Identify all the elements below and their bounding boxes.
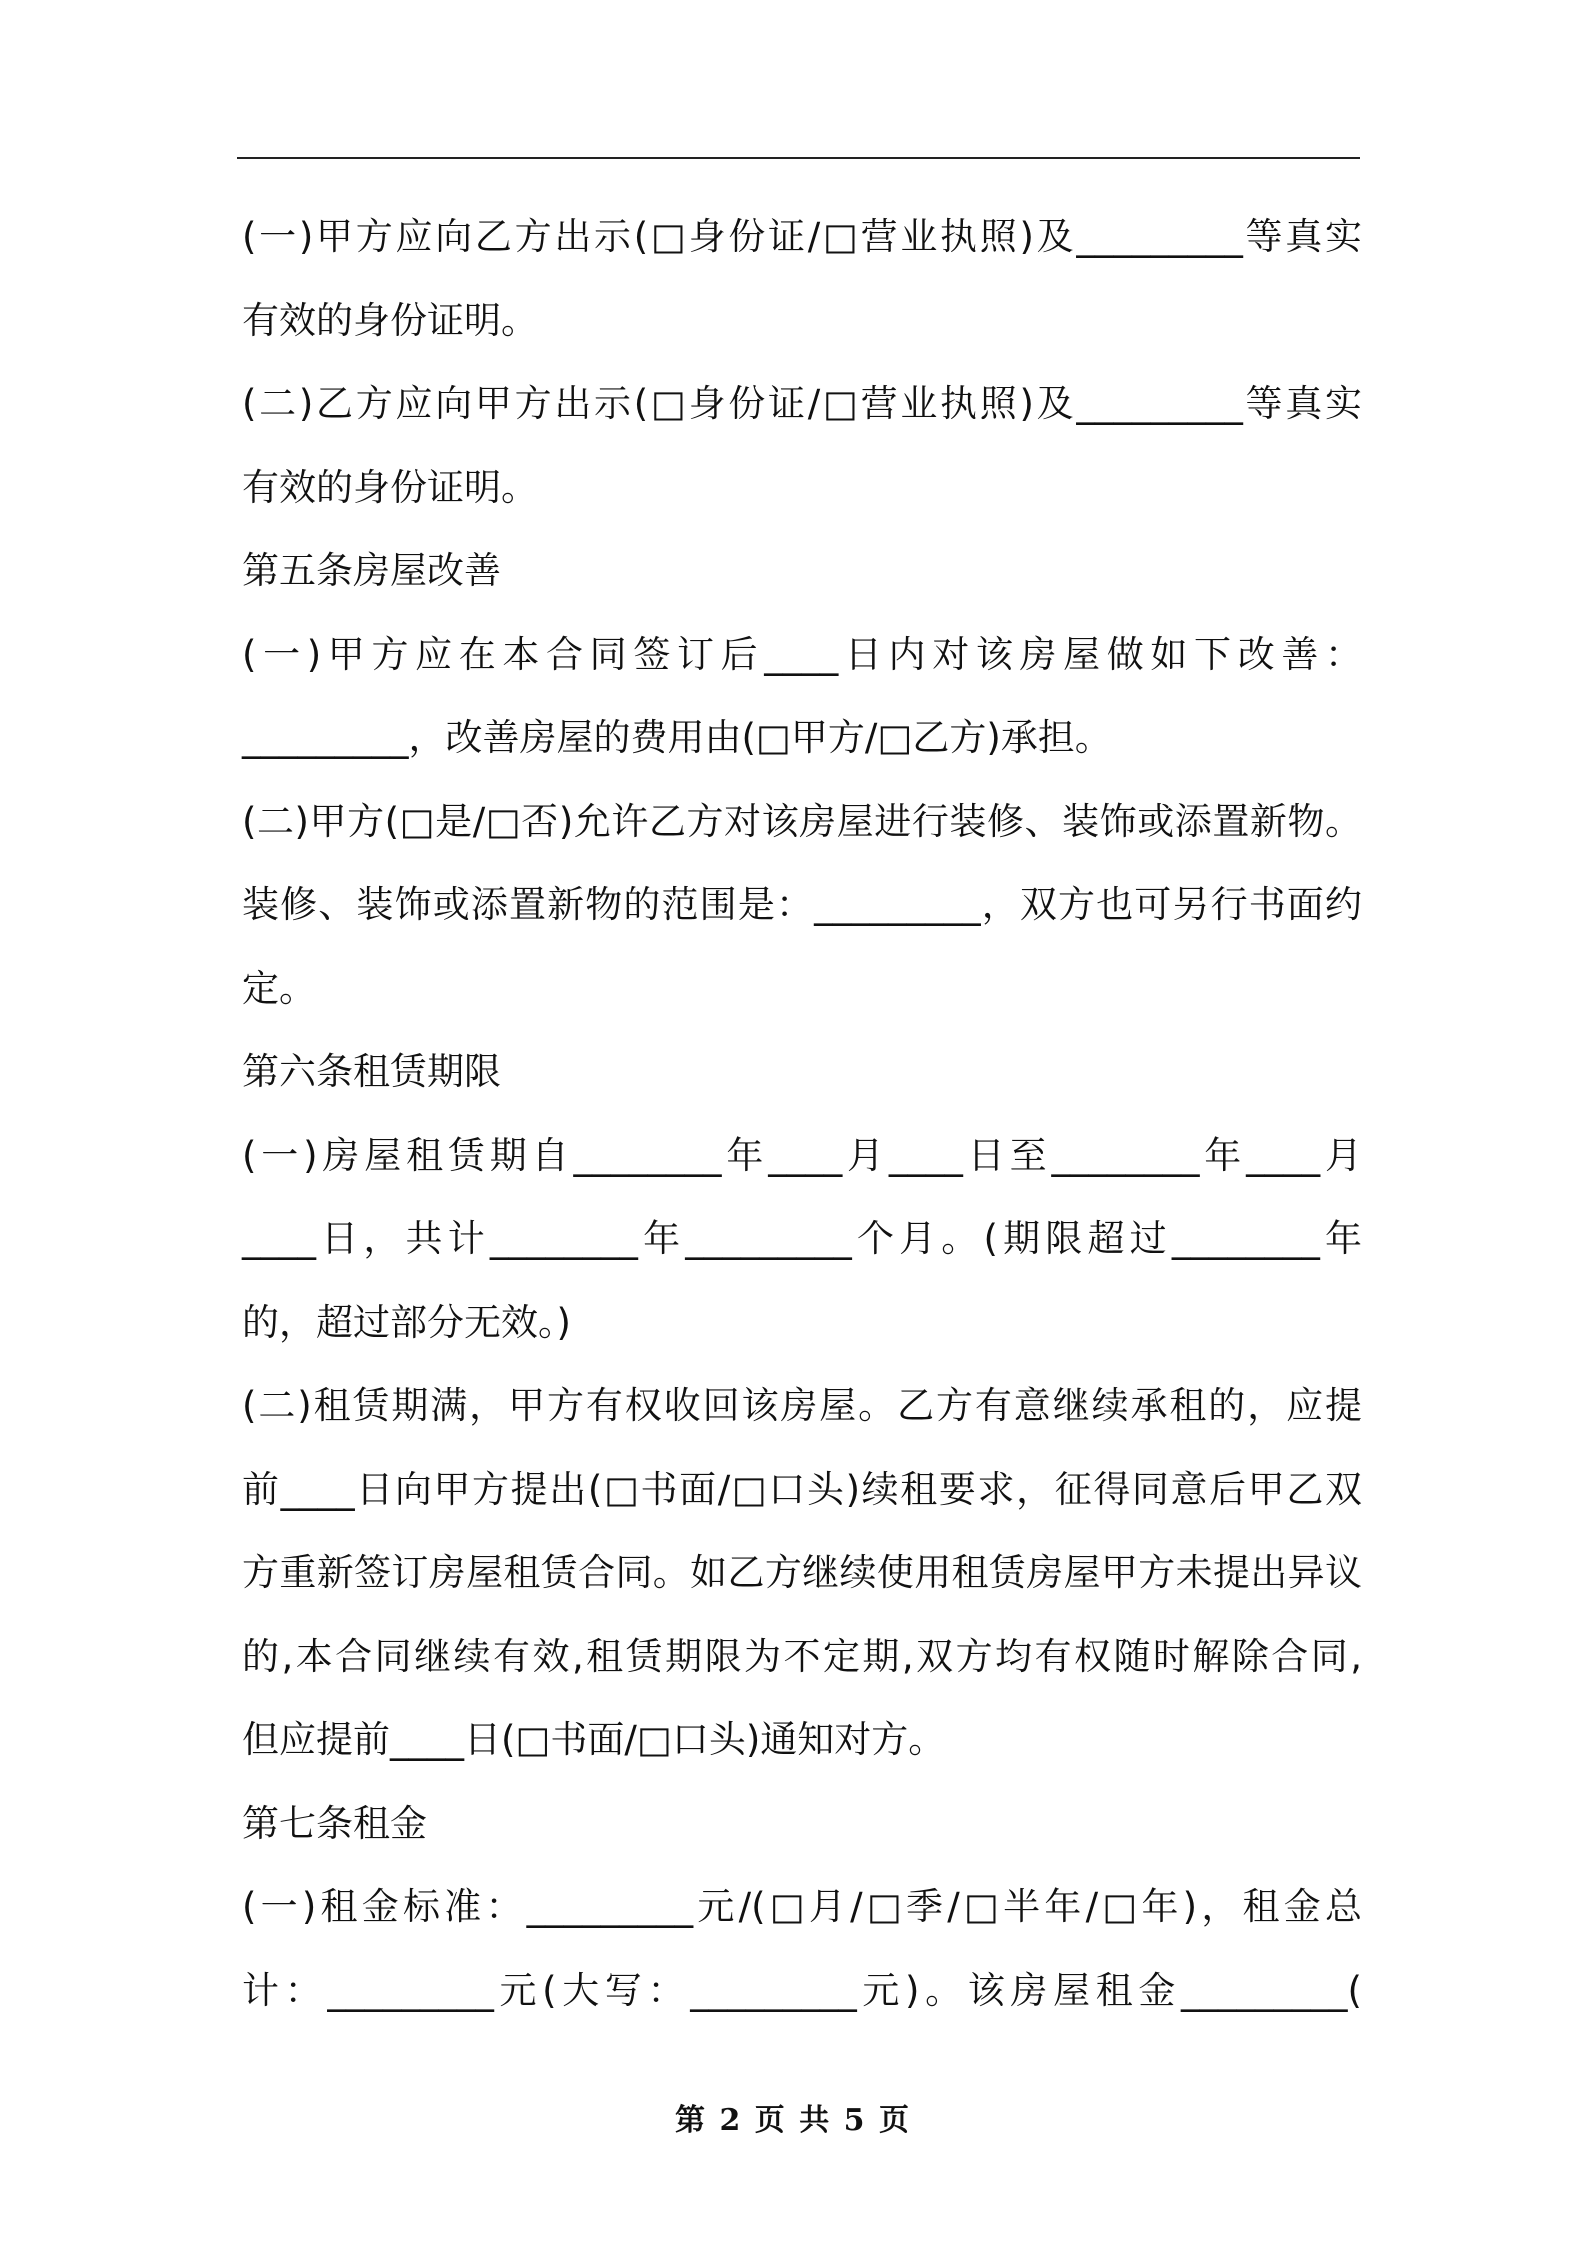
text-line: 有效的身份证明。 bbox=[242, 298, 538, 342]
text-line: (一)甲方应在本合同签订后____日内对该房屋做如下改善： bbox=[242, 632, 1362, 676]
document-body bbox=[242, 195, 1362, 2032]
section-heading: 第七条租金 bbox=[242, 1801, 427, 1845]
header-rule bbox=[237, 157, 1360, 159]
text-line: ____日，共计________年_________个月。(期限超过________年 bbox=[242, 1217, 1362, 1260]
text-line: (一)租金标准：_________元/(□月/□季/□半年/□年)，租金总 bbox=[242, 1885, 1362, 1928]
text-line: (二)乙方应向甲方出示(□身份证/□营业执照)及_________等真实 bbox=[242, 382, 1362, 425]
text-line: 前____日向甲方提出(□书面/□口头)续租要求，征得同意后甲乙双 bbox=[242, 1467, 1362, 1511]
text-line: 的，超过部分无效。) bbox=[242, 1300, 571, 1344]
text-line: 装修、装饰或添置新物的范围是：_________，双方也可另行书面约 bbox=[242, 883, 1362, 926]
text-line: 计：_________元(大写：_________元)。该房屋租金_________( bbox=[242, 1968, 1362, 2012]
text-line: _________，改善房屋的费用由(□甲方/□乙方)承担。 bbox=[242, 716, 1112, 759]
page-number: 第 2 页 共 5 页 bbox=[675, 2103, 911, 2138]
text-line: 但应提前____日(□书面/□口头)通知对方。 bbox=[242, 1718, 946, 1761]
section-heading: 第五条房屋改善 bbox=[242, 549, 501, 592]
text-line: (二)租赁期满，甲方有权收回该房屋。乙方有意继续承租的，应提 bbox=[242, 1384, 1362, 1427]
text-line: (一)房屋租赁期自________年____月____日至________年____月 bbox=[242, 1133, 1362, 1177]
text-line: 定。 bbox=[242, 966, 316, 1010]
text-line: (一)甲方应向乙方出示(□身份证/□营业执照)及_________等真实 bbox=[242, 215, 1362, 258]
text-line: 的,本合同继续有效,租赁期限为不定期,双方均有权随时解除合同, bbox=[242, 1634, 1362, 1678]
page-footer bbox=[0, 2095, 1586, 2139]
text-line: 有效的身份证明。 bbox=[242, 465, 538, 509]
text-line: 方重新签订房屋租赁合同。如乙方继续使用租赁房屋甲方未提出异议 bbox=[242, 1551, 1362, 1594]
section-heading: 第六条租赁期限 bbox=[242, 1050, 501, 1093]
text-line: (二)甲方(□是/□否)允许乙方对该房屋进行装修、装饰或添置新物。 bbox=[242, 799, 1362, 843]
